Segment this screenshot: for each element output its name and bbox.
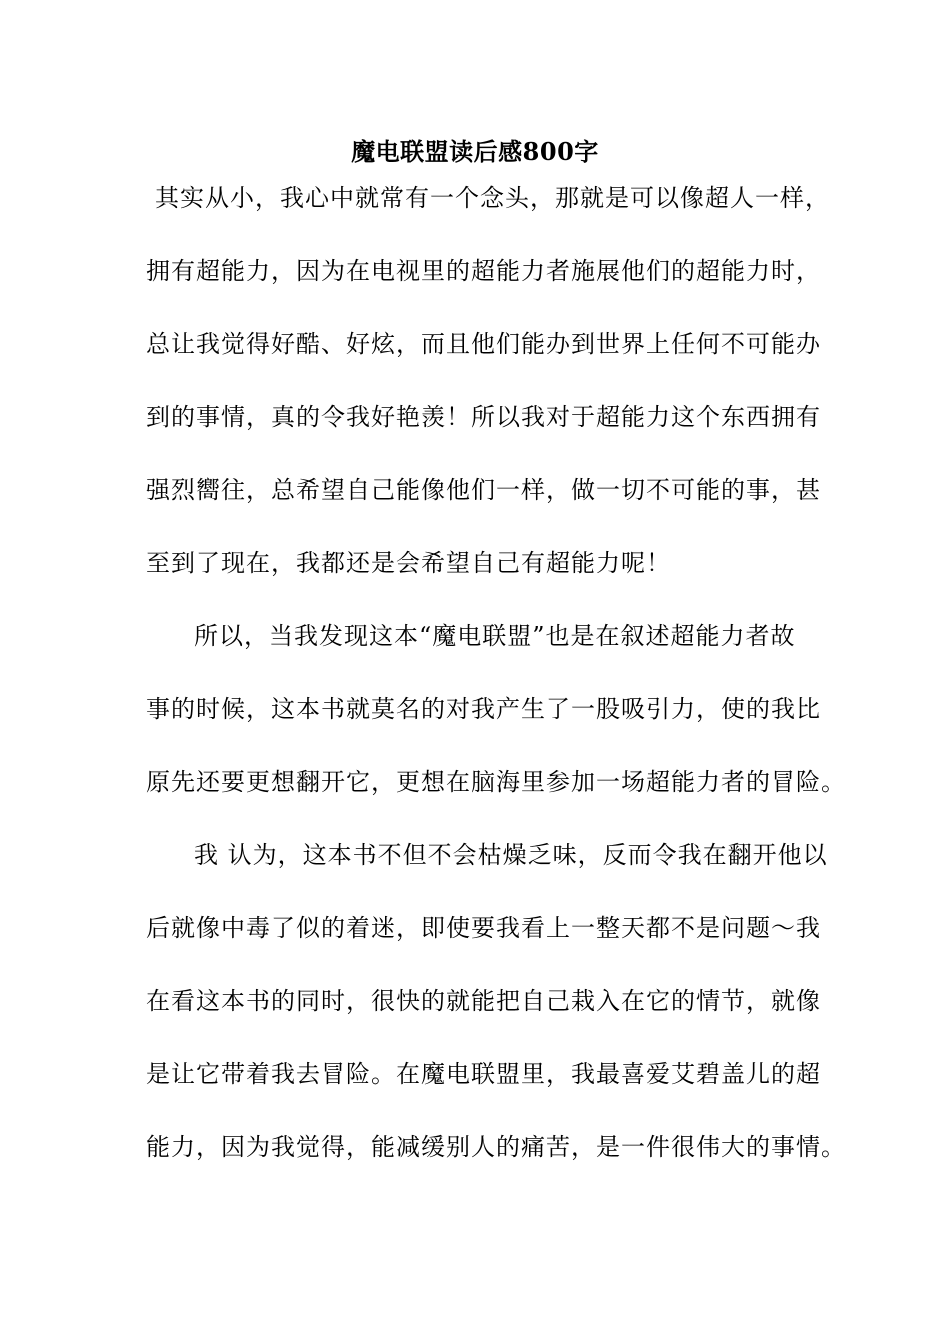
text-line-10: 我 认为，这本书不但不会枯燥乏味，反而令我在翻开他以 (194, 841, 828, 869)
text-line-8: 事的时候，这本书就莫名的对我产生了一股吸引力，使的我比 (146, 695, 821, 723)
text-line-9: 原先还要更想翻开它，更想在脑海里参加一场超能力者的冒险。 (146, 768, 846, 796)
text-line-1: 其实从小，我心中就常有一个念头，那就是可以像超人一样， (155, 184, 830, 212)
text-line-6: 至到了现在，我都还是会希望自己有超能力呢！ (146, 549, 671, 577)
text-line-5: 强烈嚮往，总希望自己能像他们一样，做一切不可能的事，甚 (146, 476, 821, 504)
text-line-14: 能力，因为我觉得，能减缓别人的痛苦，是一件很伟大的事情。 (146, 1133, 846, 1161)
text-line-13: 是让它带着我去冒险。在魔电联盟里，我最喜爱艾碧盖儿的超 (146, 1060, 821, 1088)
text-line-4: 到的事情，真的令我好艳羡！所以我对于超能力这个东西拥有 (146, 403, 821, 431)
text-line-2: 拥有超能力，因为在电视里的超能力者施展他们的超能力时， (146, 257, 821, 285)
text-line-3: 总让我觉得好酷、好炫，而且他们能办到世界上任何不可能办 (146, 330, 821, 358)
text-line-11: 后就像中毒了似的着迷，即使要我看上一整天都不是问题～我 (146, 914, 821, 942)
text-line-7: 所以，当我发现这本“魔电联盟”也是在叙述超能力者故 (194, 622, 796, 650)
text-line-12: 在看这本书的同时，很快的就能把自己栽入在它的情节，就像 (146, 987, 821, 1015)
document-title: 魔电联盟读后感800字 (351, 137, 599, 166)
